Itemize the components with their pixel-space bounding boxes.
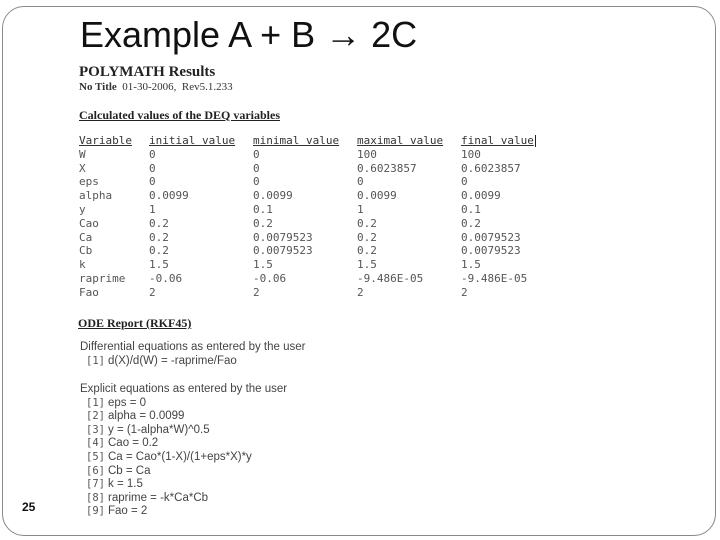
variable-value: 2 [253, 285, 260, 299]
explicit-eq-section [80, 383, 287, 519]
variable-value: 1.5 [253, 258, 273, 272]
col-header: initial value [149, 134, 236, 147]
eq-index: [6] [86, 464, 105, 477]
variable-name: Cao [79, 216, 99, 230]
text-cursor [535, 135, 536, 147]
variable-name: eps [79, 175, 99, 189]
col-header: maximal value [357, 134, 444, 147]
variable-value: 0.0099 [149, 189, 189, 203]
page-number: 25 [22, 500, 36, 514]
variable-value: 1.5 [357, 258, 377, 272]
col-header: Variable [79, 134, 132, 147]
deq-row [79, 189, 551, 203]
explicit-eq-label: Explicit equations as entered by the user [80, 383, 288, 395]
polymath-meta [79, 81, 233, 93]
explicit-eq-line [86, 397, 287, 411]
eq-text: y = (1-alpha*W)^0.5 [108, 423, 210, 436]
deq-row [79, 286, 551, 300]
deq-row [79, 217, 551, 231]
variable-value: 0 [253, 161, 260, 175]
variable-value: 0.0099 [253, 189, 293, 203]
variable-value: 0.2 [357, 216, 377, 230]
eq-text: Cao = 0.2 [108, 437, 159, 450]
deq-row [79, 203, 551, 217]
variable-value: -9.486E-05 [357, 271, 424, 285]
eq-index: [3] [86, 423, 105, 436]
variable-value: 1 [357, 202, 364, 216]
col-header: minimal value [253, 134, 340, 147]
explicit-eq-line [86, 424, 287, 438]
explicit-eq-line [86, 505, 287, 519]
eq-index: [8] [86, 491, 105, 504]
col-header: final value [461, 134, 534, 147]
variable-value: 100 [461, 147, 481, 161]
diff-eq-label: Differential equations as entered by the user [80, 341, 306, 353]
eq-index: [4] [86, 437, 105, 450]
eq-text: Fao = 2 [108, 505, 148, 518]
variable-value: 0 [149, 175, 156, 189]
variable-value: -0.06 [149, 271, 183, 285]
variable-name: y [79, 202, 86, 216]
explicit-eq-line [86, 465, 287, 479]
eq-index: [9] [86, 505, 105, 518]
polymath-heading: POLYMATH Results [79, 64, 216, 80]
variable-value: 0.1 [253, 202, 273, 216]
deq-row [79, 244, 551, 258]
variable-name: alpha [79, 189, 113, 203]
variable-name: raprime [79, 271, 126, 285]
variable-name: W [79, 147, 86, 161]
variable-name: X [79, 161, 86, 175]
variable-value: -0.06 [253, 271, 287, 285]
eq-index: [1] [86, 354, 105, 367]
variable-value: -9.486E-05 [461, 271, 528, 285]
variable-name: Ca [79, 230, 93, 244]
run-date: 01-30-2006, [122, 81, 177, 93]
eq-index: [7] [86, 478, 105, 491]
variable-value: 2 [461, 285, 468, 299]
variable-value: 0.2 [149, 230, 169, 244]
variable-name: Fao [79, 285, 99, 299]
explicit-eq-line [86, 410, 287, 424]
variable-value: 0 [357, 175, 364, 189]
variable-value: 1.5 [461, 258, 481, 272]
eq-index: [5] [86, 450, 105, 463]
eq-index: [2] [86, 410, 105, 423]
diff-eq-line [80, 355, 305, 369]
eq-index: [1] [86, 396, 105, 409]
variable-value: 0.2 [357, 244, 377, 258]
deq-row [79, 258, 551, 272]
variable-value: 0.2 [461, 216, 481, 230]
variable-value: 0 [149, 147, 156, 161]
variable-value: 0.6023857 [357, 161, 417, 175]
variable-name: k [79, 258, 86, 272]
deq-row [79, 272, 551, 286]
variable-value: 0 [149, 161, 156, 175]
variable-value: 0.2 [149, 216, 169, 230]
eq-text: raprime = -k*Ca*Cb [108, 491, 209, 504]
ode-report-heading: ODE Report (RKF45) [78, 316, 192, 330]
eq-text: k = 1.5 [108, 478, 143, 491]
explicit-eq-line [86, 437, 287, 451]
deq-row [79, 175, 551, 189]
eq-text: d(X)/d(W) = -raprime/Fao [108, 354, 237, 367]
version: Rev5.1.233 [181, 81, 233, 93]
variable-value: 100 [357, 147, 377, 161]
variable-value: 0.2 [357, 230, 377, 244]
variable-value: 0.0079523 [253, 244, 313, 258]
deq-row [79, 148, 551, 162]
deq-table [79, 134, 551, 300]
eq-text: Cb = Ca [108, 464, 151, 477]
variable-value: 0.2 [253, 216, 273, 230]
explicit-eq-line [86, 478, 287, 492]
variable-value: 0 [253, 175, 260, 189]
variable-value: 0.0099 [461, 189, 501, 203]
deq-row [79, 162, 551, 176]
diff-eq-section [80, 341, 305, 368]
variable-value: 0.0079523 [253, 230, 313, 244]
variable-value: 0 [461, 175, 468, 189]
variable-value: 0.0099 [357, 189, 397, 203]
variable-value: 2 [149, 285, 156, 299]
explicit-eq-line [86, 492, 287, 506]
variable-value: 0.6023857 [461, 161, 521, 175]
slide-title: Example A + B → 2C [80, 14, 418, 55]
variable-value: 1.5 [149, 258, 169, 272]
variable-value: 0.2 [149, 244, 169, 258]
no-title-label: No Title [79, 81, 117, 93]
variable-value: 0 [253, 147, 260, 161]
deq-row [79, 231, 551, 245]
variable-value: 0.1 [461, 202, 481, 216]
variable-value: 2 [357, 285, 364, 299]
variable-value: 0.0079523 [461, 230, 521, 244]
deq-header-row [79, 134, 551, 148]
variable-value: 1 [149, 202, 156, 216]
eq-text: Ca = Cao*(1-X)/(1+eps*X)*y [108, 450, 252, 463]
eq-text: eps = 0 [108, 396, 147, 409]
variable-value: 0.0079523 [461, 244, 521, 258]
deq-heading: Calculated values of the DEQ variables [79, 108, 280, 122]
variable-name: Cb [79, 244, 93, 258]
eq-text: alpha = 0.0099 [108, 410, 185, 423]
explicit-eq-line [86, 451, 287, 465]
